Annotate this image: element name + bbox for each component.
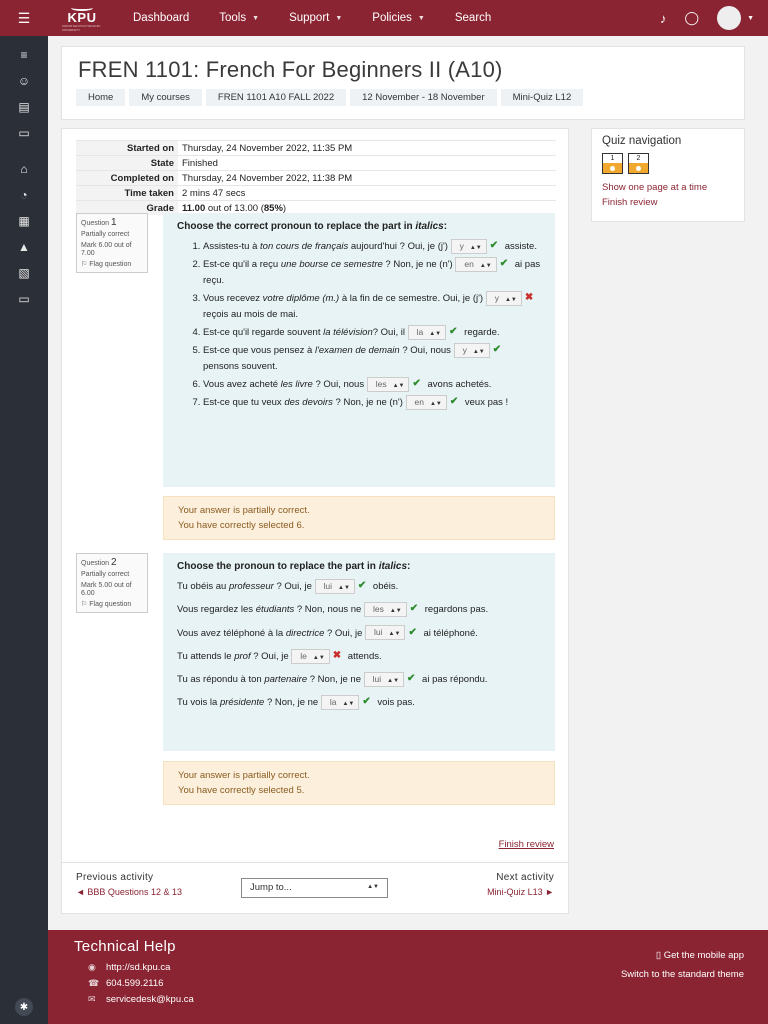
- dashboard-gauge-icon[interactable]: ◔: [20, 188, 28, 202]
- item-text: ? Non, je ne (n'): [332, 396, 403, 408]
- next-activity-link[interactable]: Mini-Quiz L13 ►: [487, 887, 554, 897]
- gradebook-icon[interactable]: ▤: [18, 100, 30, 114]
- graduation-cap-icon[interactable]: ▲: [18, 240, 30, 254]
- folder-icon[interactable]: ▭: [18, 292, 30, 306]
- item-text: ? Non, je ne (n'): [382, 258, 453, 270]
- page-header: [61, 46, 745, 120]
- table-row: [76, 171, 556, 186]
- item-italic-text: des devoirs: [284, 396, 333, 408]
- item-text: Assistes-tu à: [203, 240, 261, 252]
- item-text: obéis.: [370, 580, 399, 592]
- quiz-navigation-block: [591, 128, 745, 222]
- nav-support-label: Support: [289, 12, 330, 24]
- next-activity: [487, 872, 554, 897]
- answer-select-value: la: [329, 697, 337, 708]
- check-icon: ✔: [489, 240, 499, 251]
- show-one-page-link[interactable]: Show one page at a time: [602, 182, 708, 193]
- item-text: Tu as répondu à ton: [177, 673, 265, 685]
- quiz-nav-number: 2: [636, 155, 641, 162]
- breadcrumb-quiz[interactable]: Mini-Quiz L12: [501, 89, 584, 106]
- question-item: [177, 625, 541, 642]
- item-text: Vous avez téléphoné à la: [177, 627, 286, 639]
- question-2-content: [163, 553, 555, 751]
- answer-select-value: les: [375, 379, 387, 390]
- nav-policies[interactable]: [357, 0, 440, 36]
- flag-question-button[interactable]: [81, 261, 143, 269]
- item-text: Tu attends le: [177, 650, 235, 662]
- item-italic-text: présidente: [219, 697, 265, 709]
- item-text: Tu vois la: [177, 697, 220, 709]
- answer-select-value: en: [464, 258, 474, 269]
- item-text: regarde.: [461, 327, 500, 339]
- question-mark: Mark 6.00 out of 7.00: [81, 242, 132, 257]
- item-italic-text: les livre: [280, 379, 313, 391]
- flag-icon: ⚐: [81, 261, 88, 268]
- answer-select[interactable]: [451, 239, 487, 254]
- item-italic-text: l'examen de demain: [314, 344, 400, 356]
- select-arrows-icon: ▲▼: [504, 296, 517, 303]
- feedback-line: You have correctly selected 5.: [178, 785, 305, 796]
- page-title: FREN 1101: French For Beginners II (A10): [78, 57, 503, 82]
- question-item: [203, 394, 541, 411]
- status-dot-icon: [610, 166, 615, 171]
- grade-percent: 85%: [263, 202, 283, 214]
- nav-search-label: Search: [454, 12, 492, 24]
- footer-phone[interactable]: [88, 978, 163, 989]
- answer-select-value: lui: [323, 580, 333, 591]
- summary-value: Thursday, 24 November 2022, 11:38 PM: [178, 171, 556, 186]
- quiz-navigation-title: Quiz navigation: [602, 135, 682, 147]
- question-item: [203, 256, 541, 290]
- nav-tools-label: Tools: [219, 12, 247, 24]
- question-2-items: [177, 578, 541, 712]
- select-arrows-icon: ▲▼: [429, 400, 442, 407]
- phone-icon: ☎: [88, 978, 100, 988]
- question-2-prompt: Choose the pronoun to replace the part in italics:: [177, 561, 411, 572]
- previous-activity-label: Previous activity: [76, 872, 154, 883]
- check-icon: ✔: [362, 696, 371, 708]
- item-text: ai téléphoné.: [420, 627, 478, 639]
- answer-select[interactable]: [364, 672, 404, 687]
- item-italic-text: ton cours de français: [260, 240, 349, 252]
- files-icon[interactable]: ▧: [18, 266, 30, 280]
- item-text: Vous recevez: [203, 292, 263, 304]
- check-icon: ✔: [408, 626, 417, 638]
- status-dot-icon: [636, 166, 641, 171]
- question-item: [203, 324, 541, 341]
- question-item: [177, 648, 541, 665]
- question-state: Partially correct: [81, 231, 130, 238]
- answer-select-value: lui: [374, 627, 383, 638]
- question-item: [203, 290, 541, 324]
- table-row: [76, 156, 556, 171]
- question-2-info: [76, 553, 148, 613]
- grade-total: out of 13.00 (: [205, 202, 264, 214]
- grade-close: ): [282, 202, 287, 214]
- question-item: [203, 238, 541, 255]
- answer-select-value: y: [459, 240, 464, 251]
- breadcrumb-home[interactable]: Home: [76, 89, 125, 106]
- answer-select[interactable]: [315, 579, 355, 594]
- accessibility-icon[interactable]: ✱: [15, 998, 33, 1016]
- summary-value: Finished: [178, 156, 556, 171]
- item-text: Vous avez acheté: [203, 379, 281, 391]
- question-1-prompt: Choose the correct pronoun to replace the part in italics:: [177, 221, 448, 232]
- nav-support[interactable]: [274, 0, 357, 36]
- item-italic-text: directrice: [285, 627, 325, 639]
- select-arrows-icon: ▲▼: [388, 631, 401, 638]
- item-italic-text: votre diplôme (m.): [262, 292, 340, 304]
- footer-url[interactable]: [88, 962, 170, 973]
- users-icon[interactable]: ☺: [17, 74, 31, 88]
- summary-key: Time taken: [76, 186, 178, 201]
- chevron-down-icon: ▼: [747, 14, 754, 22]
- left-sidebar: [0, 36, 48, 1024]
- globe-icon: ◉: [88, 962, 96, 972]
- answer-select-value: lui: [372, 673, 382, 684]
- select-arrows-icon: ▲▼: [387, 677, 400, 684]
- footer-title: Technical Help: [74, 938, 176, 955]
- jump-to-value: Jump to...: [250, 882, 292, 893]
- check-icon: ✔: [407, 673, 416, 685]
- item-text: ? Non, je ne: [264, 697, 319, 709]
- breadcrumb: [76, 89, 583, 106]
- top-right-tools: [660, 6, 754, 30]
- item-text: ? Oui, nous: [312, 379, 365, 391]
- home-icon[interactable]: ⌂: [20, 162, 28, 176]
- question-number: Question 2: [81, 557, 117, 568]
- answer-select-value: en: [414, 396, 424, 407]
- summary-key: Completed on: [76, 171, 178, 186]
- nav-search[interactable]: [440, 0, 506, 36]
- cross-icon: ✖: [524, 292, 534, 304]
- quiz-nav-question-2[interactable]: [628, 153, 649, 174]
- question-item: [203, 376, 541, 393]
- item-text: pensons souvent.: [203, 361, 278, 373]
- quiz-nav-number: 1: [610, 155, 615, 162]
- mobile-app-link[interactable]: [656, 950, 744, 961]
- jump-to-select[interactable]: [241, 878, 388, 898]
- chevron-down-icon: ▼: [417, 14, 425, 22]
- question-mark: Mark 5.00 out of 6.00: [81, 582, 132, 597]
- item-text: reçois au mois de mai.: [203, 309, 299, 321]
- cross-icon: ✖: [332, 649, 342, 661]
- envelope-icon: ✉: [88, 994, 96, 1004]
- check-icon: ✔: [412, 378, 421, 390]
- check-icon: ✔: [357, 580, 367, 591]
- summary-value: 2 mins 47 secs: [178, 186, 556, 201]
- item-text: à la fin de ce semestre. Oui, je (j'): [339, 292, 484, 304]
- feedback-line: Your answer is partially correct.: [178, 505, 310, 516]
- item-text: ? Oui, nous: [399, 344, 451, 356]
- answer-select[interactable]: [406, 395, 447, 410]
- question-item: [203, 342, 541, 376]
- question-2-feedback: [163, 761, 555, 805]
- footer-email-text: servicedesk@kpu.ca: [106, 994, 194, 1005]
- check-icon: ✔: [449, 396, 459, 408]
- user-menu[interactable]: [717, 6, 754, 30]
- item-text: Tu obéis au: [177, 580, 229, 592]
- select-arrows-icon: ▲▼: [342, 701, 355, 708]
- footer: [48, 930, 768, 1024]
- chevron-down-icon: ▼: [252, 14, 260, 22]
- select-arrows-icon: ▲▼: [479, 262, 492, 269]
- finish-review-nav-link[interactable]: Finish review: [602, 197, 658, 208]
- question-1-content: [163, 213, 555, 487]
- item-text: ? Oui, il: [372, 327, 405, 339]
- answer-select[interactable]: [364, 602, 407, 617]
- partial-status-bar: [629, 163, 648, 173]
- breadcrumb-section[interactable]: 12 November - 18 November: [350, 89, 497, 106]
- item-italic-text: partenaire: [264, 673, 308, 685]
- item-italic-text: la télévision: [323, 327, 373, 339]
- item-text: ? Oui, je: [250, 650, 289, 662]
- nav-policies-label: Policies: [372, 12, 412, 24]
- item-text: ? Oui, je: [324, 627, 363, 639]
- breadcrumb-course[interactable]: FREN 1101 A10 FALL 2022: [206, 89, 346, 106]
- chevron-down-icon: ▼: [335, 14, 343, 22]
- item-text: ? Oui, je: [273, 580, 312, 592]
- item-text: Est-ce qu'il regarde souvent: [203, 327, 324, 339]
- question-item: [177, 694, 541, 711]
- question-item: [177, 601, 541, 618]
- select-arrows-icon: ▲▼: [312, 654, 325, 661]
- check-icon: ✔: [409, 603, 419, 615]
- answer-select-value: y: [494, 292, 499, 303]
- attempt-summary-table: [76, 140, 556, 215]
- table-row: [76, 141, 556, 156]
- question-1-feedback: [163, 496, 555, 540]
- summary-value: Thursday, 24 November 2022, 11:35 PM: [178, 141, 556, 156]
- item-italic-text: étudiants: [255, 604, 295, 616]
- mobile-app-label: Get the mobile app: [663, 950, 744, 961]
- calendar-icon[interactable]: ▦: [18, 214, 30, 228]
- question-item: [177, 578, 541, 595]
- item-text: vois pas.: [374, 697, 415, 709]
- nav-tools[interactable]: [204, 0, 274, 36]
- answer-select-value: y: [462, 344, 467, 355]
- item-italic-text: une bourse ce semestre: [280, 258, 383, 270]
- answer-select[interactable]: [365, 625, 405, 640]
- avatar: [717, 6, 741, 30]
- breadcrumb-my-courses[interactable]: My courses: [129, 89, 202, 106]
- answer-select-value: les: [372, 604, 384, 615]
- item-text: ai pas reçu.: [203, 258, 541, 287]
- feedback-line: Your answer is partially correct.: [178, 770, 310, 781]
- item-text: ? Non, nous ne: [294, 604, 362, 616]
- mobile-phone-icon: ▯: [655, 950, 662, 961]
- select-arrows-icon: ▲▼: [367, 884, 379, 890]
- previous-activity-link[interactable]: ◄ BBB Questions 12 & 13: [76, 887, 182, 897]
- hamburger-menu-icon[interactable]: ☰: [17, 9, 31, 26]
- finish-review-link[interactable]: Finish review: [498, 839, 554, 850]
- item-text: attends.: [345, 650, 382, 662]
- divider: [62, 862, 568, 863]
- question-1-items: [177, 238, 541, 411]
- answer-select-value: la: [416, 327, 424, 338]
- item-text: veux pas !: [462, 396, 509, 408]
- item-text: avons achetés.: [424, 379, 492, 391]
- item-text: ? Non, je ne: [307, 673, 361, 685]
- flag-question-label: Flag question: [89, 601, 132, 608]
- flag-icon: ⚐: [81, 601, 88, 608]
- kpu-logo[interactable]: [62, 0, 102, 36]
- flag-question-label: Flag question: [89, 261, 132, 268]
- check-icon: ✔: [492, 344, 502, 356]
- feedback-line: You have correctly selected 6.: [178, 520, 305, 531]
- quiz-nav-question-1[interactable]: [602, 153, 623, 174]
- footer-email[interactable]: [88, 994, 194, 1005]
- logo-text: KPU: [67, 9, 97, 25]
- bell-icon[interactable]: ♪: [660, 10, 667, 26]
- question-1-info: [76, 213, 148, 273]
- summary-key: State: [76, 156, 178, 171]
- item-text: Est-ce que tu veux: [203, 396, 285, 408]
- nav-dashboard[interactable]: [118, 0, 204, 36]
- item-text: aujourd'hui ? Oui, je (j'): [348, 240, 448, 252]
- logo-subtext: KWANTLEN POLYTECHNIC UNIVERSITY: [62, 23, 101, 32]
- item-text: Est-ce que vous pensez à: [203, 344, 315, 356]
- question-item: [177, 671, 541, 688]
- item-text: assiste.: [502, 240, 537, 252]
- chat-bubble-icon[interactable]: ◯: [684, 10, 700, 25]
- standard-theme-link[interactable]: Switch to the standard theme: [620, 969, 744, 980]
- answer-select-value: le: [300, 650, 307, 661]
- quiz-nav-buttons: [602, 153, 734, 174]
- question-number: Question 1: [81, 217, 117, 228]
- item-text: Est-ce qu'il a reçu: [203, 258, 281, 270]
- list-icon[interactable]: ≡: [20, 48, 28, 62]
- folder-icon[interactable]: ▭: [18, 126, 30, 140]
- summary-key: Grade: [76, 201, 178, 216]
- flag-question-button[interactable]: [81, 601, 143, 609]
- select-arrows-icon: ▲▼: [338, 584, 350, 591]
- next-activity-label: Next activity: [496, 872, 554, 883]
- partial-status-bar: [603, 163, 622, 173]
- table-row: [76, 186, 556, 201]
- grade-score: 11.00: [182, 202, 206, 214]
- answer-select[interactable]: [455, 257, 496, 272]
- answer-select[interactable]: [367, 377, 410, 392]
- answer-select[interactable]: [291, 649, 330, 664]
- answer-select[interactable]: [486, 291, 522, 306]
- footer-url-text: http://sd.kpu.ca: [106, 962, 171, 973]
- item-text: ai pas répondu.: [419, 673, 488, 685]
- select-arrows-icon: ▲▼: [472, 348, 485, 355]
- answer-select[interactable]: [454, 343, 490, 358]
- top-navbar: [0, 0, 768, 36]
- quiz-review-card: [61, 128, 569, 914]
- item-text: Vous regardez les: [177, 604, 256, 616]
- question-state: Partially correct: [81, 571, 130, 578]
- select-arrows-icon: ▲▼: [429, 331, 442, 338]
- select-arrows-icon: ▲▼: [389, 608, 402, 615]
- summary-key: Started on: [76, 141, 178, 156]
- item-italic-text: prof: [234, 650, 251, 662]
- check-icon: ✔: [499, 257, 509, 269]
- answer-select[interactable]: [321, 695, 360, 710]
- select-arrows-icon: ▲▼: [469, 244, 482, 251]
- footer-phone-text: 604.599.2116: [106, 978, 164, 989]
- answer-select[interactable]: [408, 325, 447, 340]
- select-arrows-icon: ▲▼: [392, 383, 405, 390]
- previous-activity: [76, 872, 182, 897]
- nav-dashboard-label: Dashboard: [133, 12, 190, 24]
- item-text: regardons pas.: [422, 604, 489, 616]
- check-icon: ✔: [449, 326, 458, 338]
- item-italic-text: professeur: [228, 580, 274, 592]
